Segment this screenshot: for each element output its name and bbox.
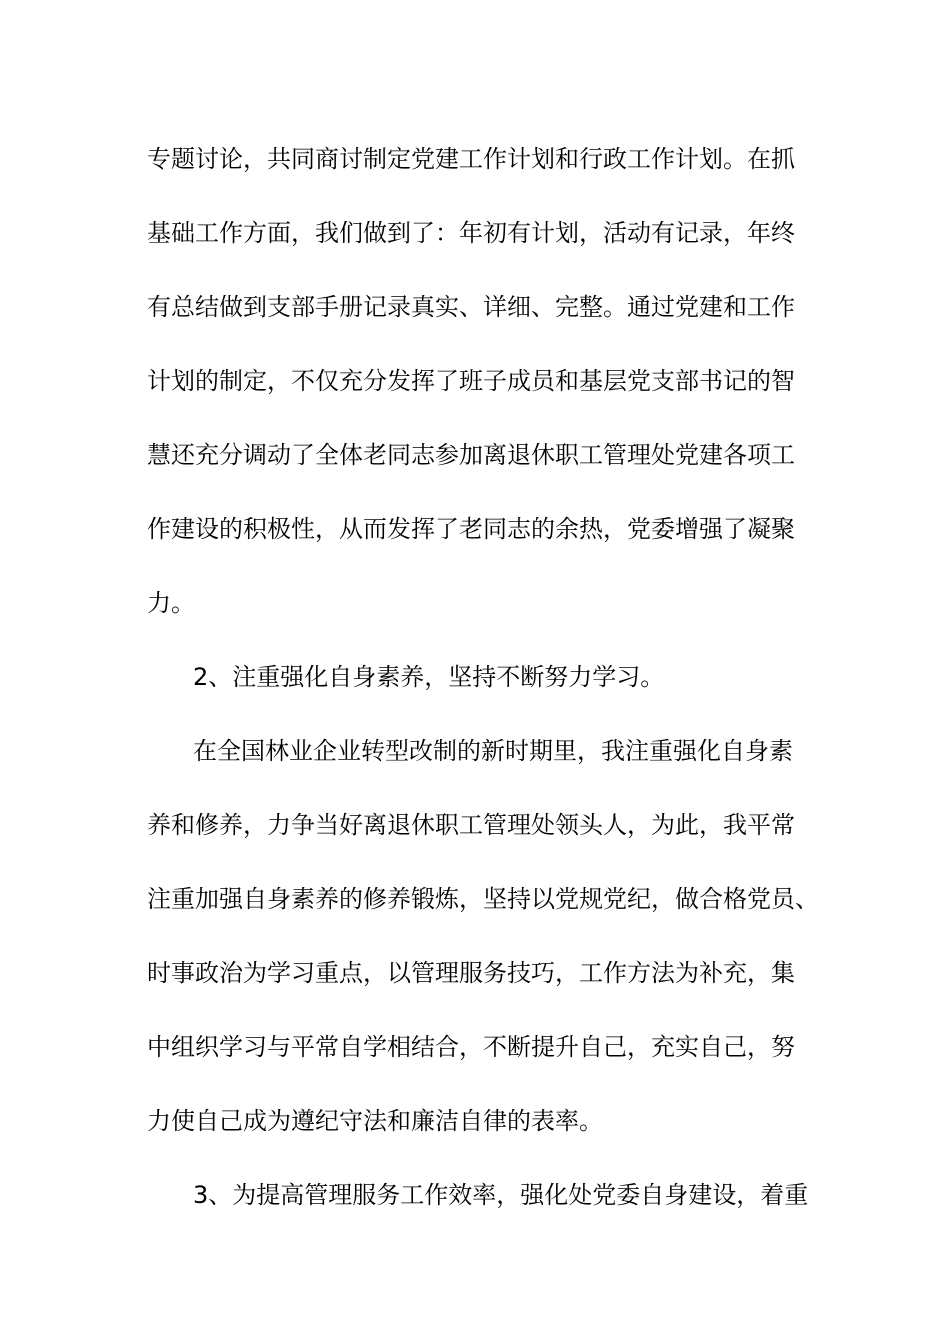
section-heading-3: 3、为提高管理服务工作效率，强化处党委自身建设，着重	[193, 1181, 809, 1209]
body-line-12: 时事政治为学习重点，以管理服务技巧，工作方法为补充，集	[147, 959, 795, 987]
body-line-6: 作建设的积极性，从而发挥了老同志的余热，党委增强了凝聚	[147, 515, 795, 543]
body-line-9: 在全国林业企业转型改制的新时期里，我注重强化自身素	[193, 737, 793, 765]
body-line-7: 力。	[147, 589, 195, 617]
body-line-3: 有总结做到支部手册记录真实、详细、完整。通过党建和工作	[147, 293, 795, 321]
body-line-1: 专题讨论，共同商讨制定党建工作计划和行政工作计划。在抓	[147, 145, 795, 173]
body-line-4: 计划的制定，不仅充分发挥了班子成员和基层党支部书记的智	[147, 367, 795, 395]
document-body	[147, 122, 819, 1232]
body-line-2: 基础工作方面，我们做到了：年初有计划，活动有记录，年终	[147, 219, 795, 247]
body-line-11: 注重加强自身素养的修养锻炼，坚持以党规党纪，做合格党员、	[147, 885, 819, 913]
body-line-14: 力使自己成为遵纪守法和廉洁自律的表率。	[147, 1107, 603, 1135]
section-heading-2: 2、注重强化自身素养，坚持不断努力学习。	[193, 663, 665, 691]
body-line-5: 慧还充分调动了全体老同志参加离退休职工管理处党建各项工	[147, 441, 795, 469]
body-line-13: 中组织学习与平常自学相结合，不断提升自己，充实自己，努	[147, 1033, 795, 1061]
body-line-10: 养和修养，力争当好离退休职工管理处领头人，为此，我平常	[147, 811, 795, 839]
